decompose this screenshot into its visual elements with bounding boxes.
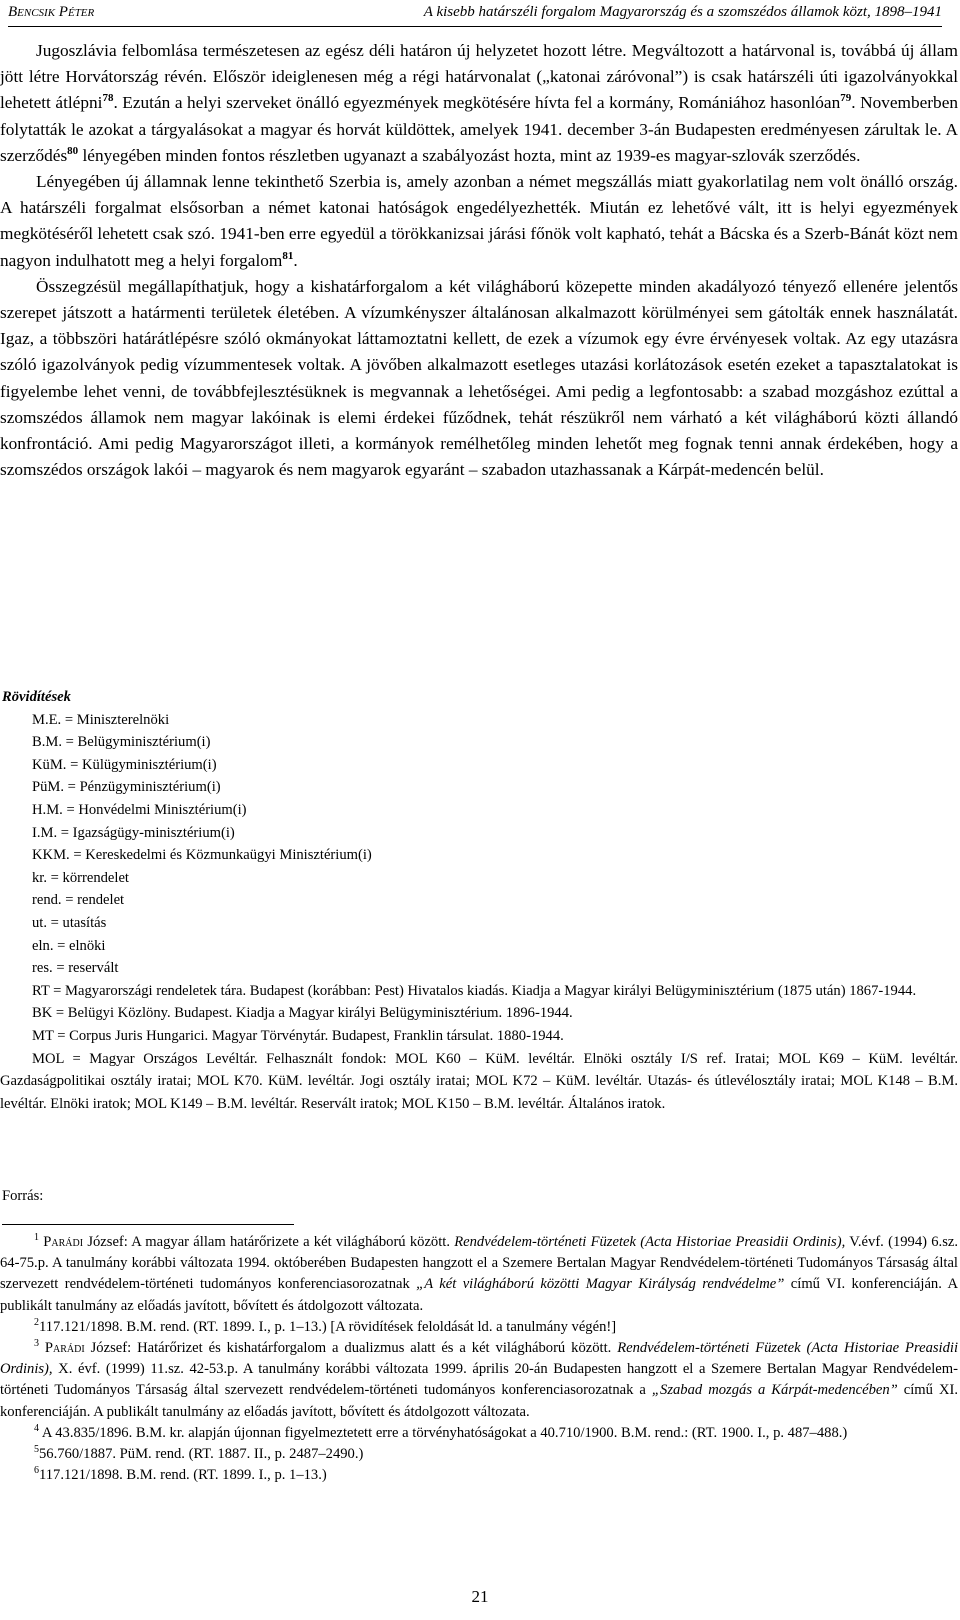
abbreviations-section <box>0 686 958 1115</box>
footnote-divider <box>2 1224 294 1225</box>
footnote-text: X. évf. (1999) 11.sz. 42-53.p. A tanulmány korábbi változata 1999. április 20-án Budapesten hangzott el a Szemere Bertalan Magyar Rendvédelem-történeti Tudományos Társaság által szervezett rendvédelem-történeti tudományos konferenciasorozatnak a <box>0 1361 958 1399</box>
page-number: 21 <box>471 1587 489 1606</box>
header-author: Bencsik Péter <box>8 4 95 20</box>
main-text <box>0 38 958 483</box>
footnote-ref-81[interactable]: 81 <box>282 249 294 262</box>
abbreviation-item: KüM. = Külügyminisztérium(i) <box>32 756 217 773</box>
footnote-journal: Rendvédelem-történeti Füzetek (Acta Historiae Preasidii Ordinis), <box>454 1234 846 1250</box>
abbreviation-item: res. = reservált <box>32 960 119 977</box>
footnote-5 <box>0 1444 958 1465</box>
footnote-ref-78[interactable]: 78 <box>102 92 114 105</box>
footnote-text: József: A magyar állam határőrizete a két világháború között. <box>83 1234 455 1250</box>
paragraph-1-part-b: . Ezután a helyi szerveket önálló egyezmények megkötésére hívta fel a kormány, Romániához hasonlóan <box>113 93 841 113</box>
abbreviation-item: kr. = körrendelet <box>32 869 129 886</box>
footnote-journal: Rendvédelem-történeti Füzetek (Acta Historiae Preasidii Ordinis), <box>0 1340 959 1378</box>
footnotes <box>0 1232 958 1486</box>
footnote-text: című XI. konferenciáján. A publikált tanulmány az előadás javított, bővített és átdolgozott változata. <box>0 1382 959 1420</box>
footnote-number: 5 <box>34 1444 39 1456</box>
footnote-2 <box>0 1317 958 1338</box>
abbreviations-heading: Rövidítések <box>2 689 71 705</box>
footnote-author: Parádi <box>43 1234 84 1250</box>
paragraph-3: Összegzésül megállapíthatjuk, hogy a kishatárforgalom a két világháború közepette minden akadályozó tényező ellenére jelentős szerepet játszott a határmenti területek életében. A vízumkényszer általánosan alkalmazott körülményei sem gátolták ennek használatát. Igaz, a többszöri határátlépésre szóló okmányokat láttamoztatni kellett, de ezek a vízumok egy évre érvényesek voltak. Az egy utazásra szóló igazolványok pedig vízummentesek voltak. A jövőben alkalmazott esetleges utazási korlátozások esetén ezeket a tapasztalatokat is figyelembe lehet venni, de továbbfejlesztésüknek is megvannak a lehetőségei. Ami pedig a legfontosabb: a szabad mozgáshoz ezúttal a szomszédos államok nem magyar lakóinak is elemi érdekei fűződnek, tehát részükről nem várható a két világháború közti állandó konfrontáció. Ami pedig Magyarországot illeti, a kormányok remélhetőleg minden lehetőt meg fognak tenni annak érdekében, hogy a szomszédos országok lakói – magyarok és nem magyarok egyaránt – szabadon utazhassanak a Kárpát-medencén belül. <box>0 276 958 480</box>
abbreviation-bk: BK = Belügyi Közlöny. Budapest. Kiadja a Magyar királyi Belügyminisztérium. 1896-1944. <box>32 1005 573 1022</box>
footnote-text: című VI. konferenciáján. A publikált tanulmány az előadás javított, bővített és átdolgozott változata. <box>0 1276 958 1314</box>
abbreviation-item: ut. = utasítás <box>32 914 107 931</box>
abbreviation-item: H.M. = Honvédelmi Minisztérium(i) <box>32 801 247 818</box>
abbreviation-mt: MT = Corpus Juris Hungarici. Magyar Törvénytár. Budapest, Franklin társulat. 1880-1944. <box>32 1027 564 1044</box>
footnote-4 <box>0 1423 958 1444</box>
footnote-text: A 43.835/1896. B.M. kr. alapján újonnan figyelmeztetett erre a törvényhatóságokat a 40.710/1900. B.M. rend.: (RT. 1900. I., p. 487–488.) <box>39 1424 848 1441</box>
paragraph-1 <box>0 38 958 169</box>
footnote-number: 6 <box>34 1465 39 1477</box>
footnote-ref-79[interactable]: 79 <box>840 92 852 105</box>
footnote-conference-title: „A két világháború közötti Magyar Királyság rendvédelme” <box>416 1276 785 1293</box>
footnote-ref-80[interactable]: 80 <box>67 145 79 158</box>
paragraph-2-part-b: . <box>293 250 298 270</box>
abbreviation-item: I.M. = Igazságügy-minisztérium(i) <box>32 824 235 841</box>
footnote-number: 1 <box>34 1232 39 1244</box>
footnote-text: 56.760/1887. PüM. rend. (RT. 1887. II., p. 2487–2490.) <box>39 1446 364 1463</box>
running-header <box>8 4 942 27</box>
paragraph-1-part-d: lényegében minden fontos részletben ugyanazt a szabályozást hozta, mint az 1939-es magyar-szlovák szerződés. <box>78 145 861 165</box>
abbreviation-item: PüM. = Pénzügyminisztérium(i) <box>32 779 221 796</box>
footnote-6 <box>0 1465 958 1486</box>
footnote-text: V.évf. (1994) 6.sz. 64-75.p. A tanulmány korábbi változata 1994. októberében Budapesten hangzott el a Szemere Bertalan Magyar Rendvédelem-történeti Tudományos Társaság által szervezett rendvédelem-történeti tudományos konferenciasorozatnak <box>0 1234 958 1293</box>
source-label: Forrás: <box>2 1188 44 1204</box>
paragraph-2 <box>0 169 958 274</box>
abbreviation-item: B.M. = Belügyminisztérium(i) <box>32 734 211 751</box>
footnote-conference-title: „Szabad mozgás a Kárpát-medencében” <box>651 1382 898 1399</box>
paragraph-1-part-a: Jugoszlávia felbomlása természetesen az egész déli határon új helyzetet hozott létre. Megváltozott a határvonal is, továbbá új állam jött létre Horvátország révén. Először ideiglenesen még a régi határvonalat („katonai záróvonal”) is csak határszéli úti igazolványokkal lehetett átlépni <box>0 41 958 113</box>
footnote-text: 117.121/1898. B.M. rend. (RT. 1899. I., p. 1–13.) <box>39 1467 327 1484</box>
abbreviation-rt: RT = Magyarországi rendeletek tára. Budapest (korábban: Pest) Hivatalos kiadás. Kiadja a Magyar királyi Belügyminisztérium (1875 után) 1867-1944. <box>32 982 917 999</box>
footnote-text: 117.121/1898. B.M. rend. (RT. 1899. I., p. 1–13.) [A rövidítések feloldását ld. a tanulmány végén!] <box>39 1318 617 1335</box>
abbreviation-mol: MOL = Magyar Országos Levéltár. Felhasznált fondok: MOL K60 – KüM. levéltár. Elnöki osztály I/S ref. Iratai; MOL K69 – KüM. levéltár. Gazdaságpolitikai osztály iratai; MOL K70. KüM. levéltár. Jogi osztály iratai; MOL K72 – KüM. levéltár. Utazás- és útlevélosztály iratai; MOL K148 – B.M. levéltár. Elnöki iratok; MOL K149 – B.M. levéltár. Reservált iratok; MOL K150 – B.M. levéltár. Általános iratok. <box>0 1050 958 1112</box>
header-title: A kisebb határszéli forgalom Magyarország és a szomszédos államok közt, 1898–1941 <box>423 4 942 20</box>
abbreviation-item: rend. = rendelet <box>32 892 125 909</box>
footnote-author: Parádi <box>44 1340 85 1357</box>
paragraph-2-part-a: Lényegében új államnak lenne tekinthető Szerbia is, amely azonban a német megszállás miatt gyakorlatilag nem volt önálló ország. A határszéli forgalmat elsősorban a német katonai hatóságok engedélyezhették. Miután ez lehetővé vált, itt is helyi egyezmények megkötéséről lehetett csak szó. 1941-ben erre egyedül a törökkanizsai járási főnök volt kapható, tehát a Bácska és a Szerb-Bánát közt nem nagyon indulhatott meg a helyi forgalom <box>0 172 958 270</box>
footnote-1 <box>0 1232 958 1317</box>
abbreviation-item: M.E. = Miniszterelnöki <box>32 711 170 728</box>
abbreviation-item: eln. = elnöki <box>32 937 106 954</box>
footnote-text: József: Határőrizet és kishatárforgalom a dualizmus alatt és a két világháború között. <box>84 1340 618 1357</box>
footnote-number: 4 <box>34 1422 39 1434</box>
footnote-number: 3 <box>34 1338 39 1350</box>
paragraph-1-part-c: . Novemberben folytatták le azokat a tárgyalásokat a magyar és horvát küldöttek, amelyek 1941. december 3-án Budapesten eredményesen zárultak le. A szerződés <box>0 93 959 165</box>
abbreviation-item: KKM. = Kereskedelmi és Közmunkaügyi Minisztérium(i) <box>32 847 372 864</box>
footnote-number: 2 <box>34 1316 39 1328</box>
footnote-3 <box>0 1338 958 1423</box>
